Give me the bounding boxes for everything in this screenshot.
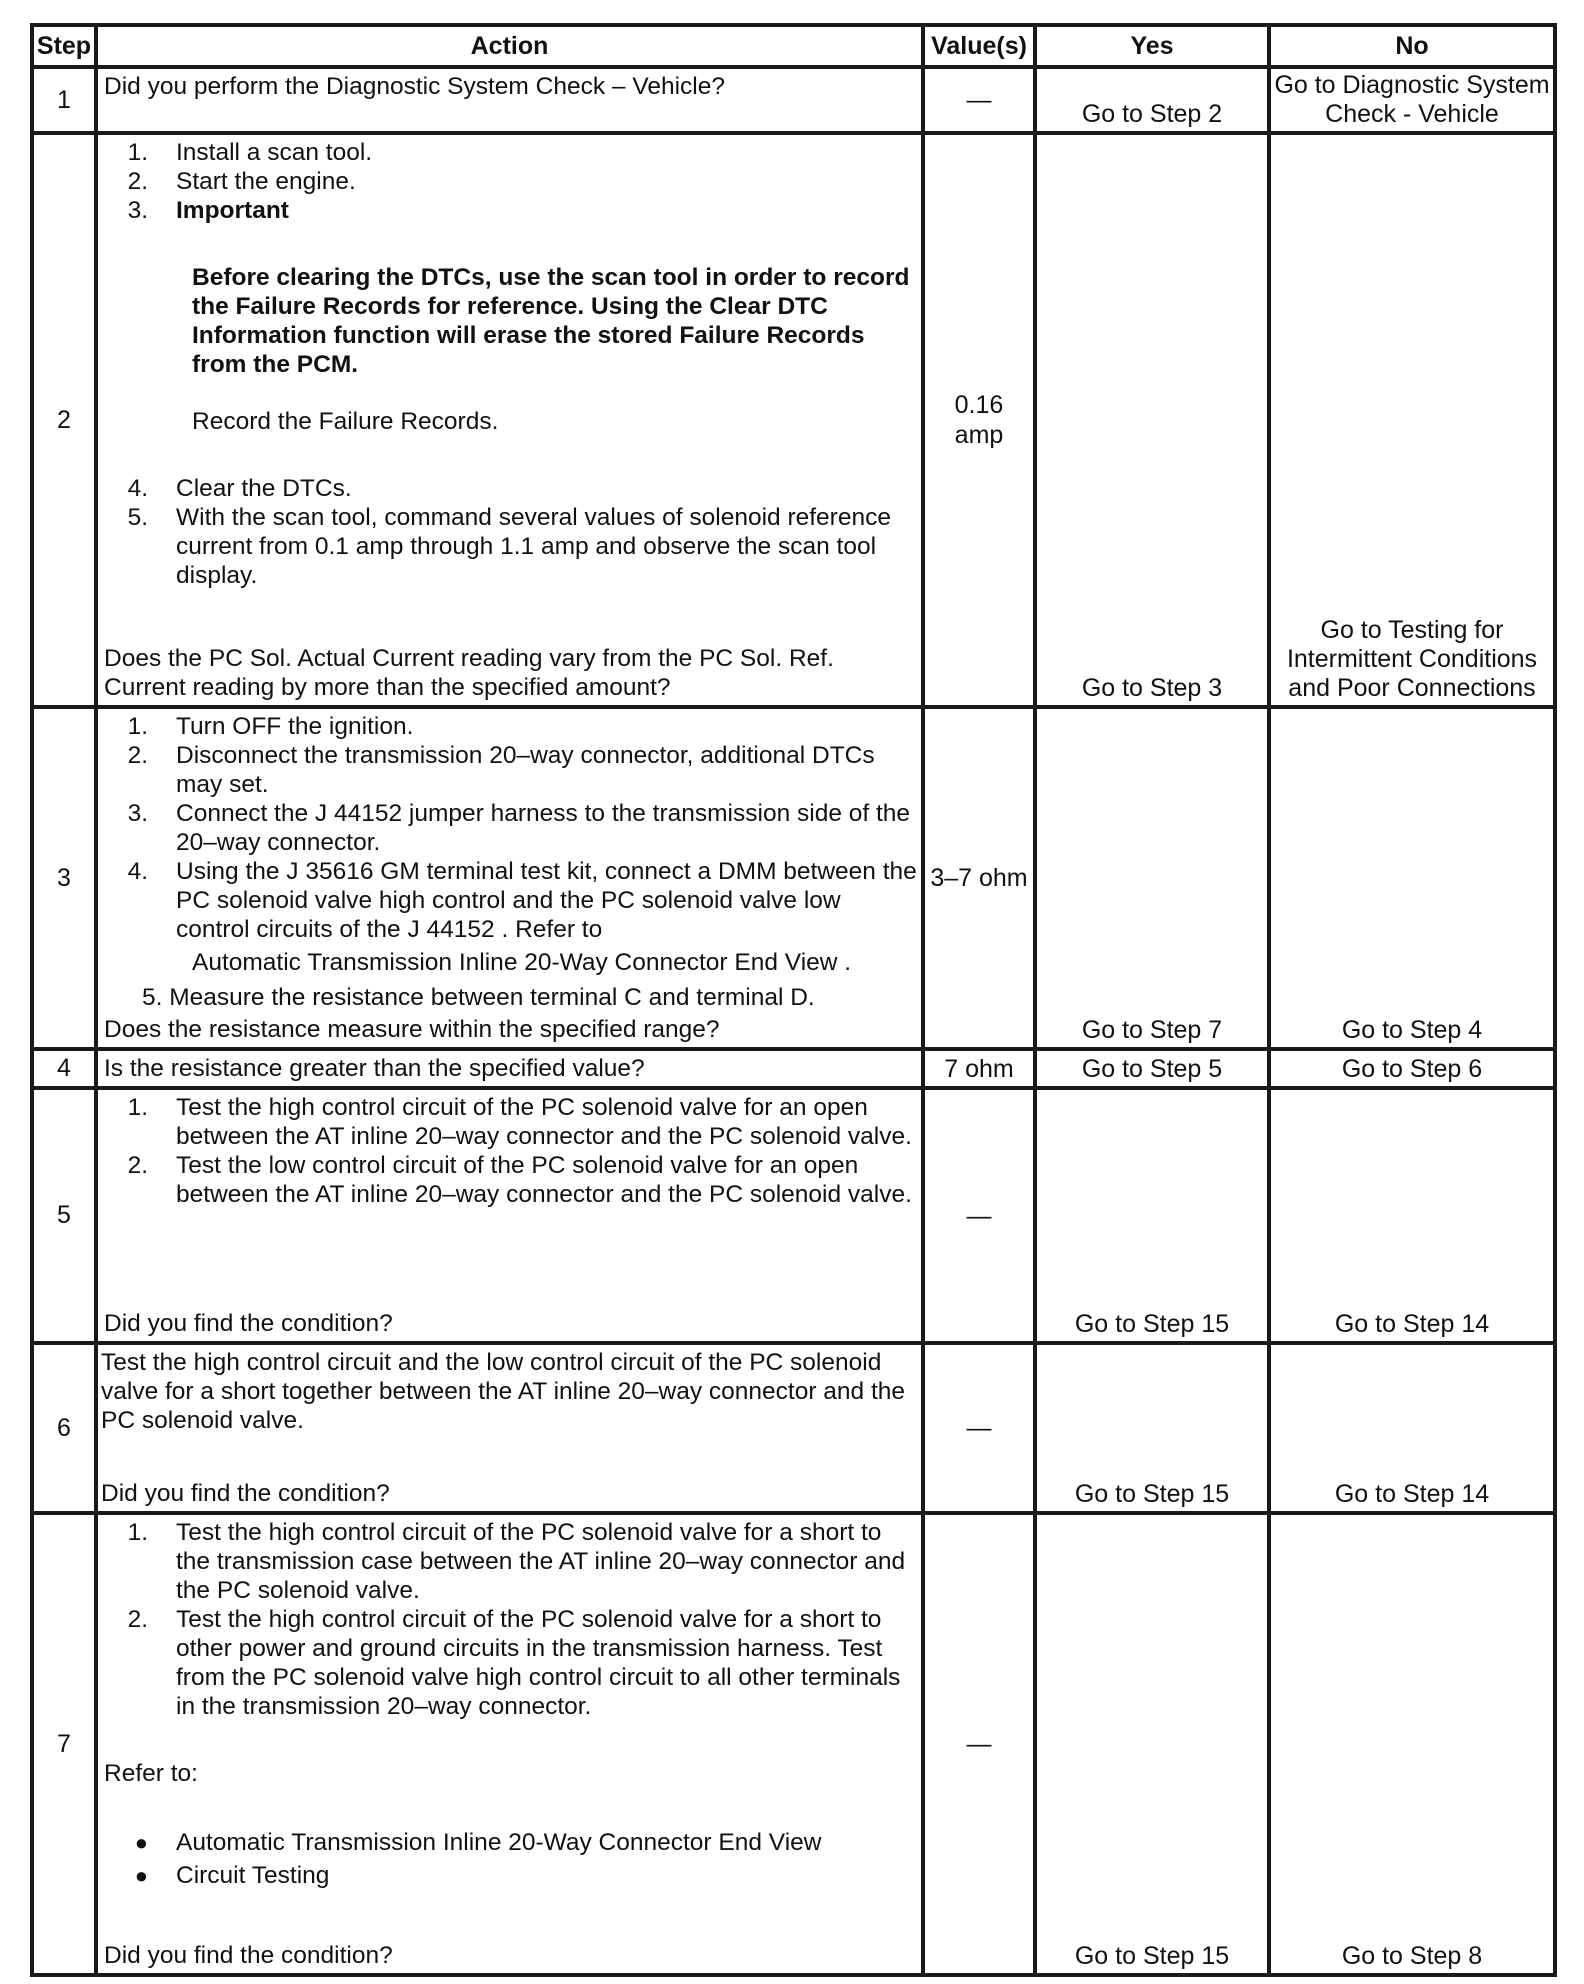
no-cell: Go to Step 14	[1269, 1088, 1555, 1343]
list-item	[104, 1861, 917, 1890]
yes-cell: Go to Step 15	[1035, 1513, 1269, 1975]
refer-line: Automatic Transmission Inline 20-Way Connector End View .	[192, 949, 852, 976]
no-cell: Go to Testing for Intermittent Conditions and Poor Connections	[1269, 133, 1555, 707]
diagnostic-table	[30, 23, 1557, 1977]
link-connector-end-view[interactable]: Automatic Transmission Inline 20-Way Connector End View	[176, 1829, 822, 1856]
list-item: 1. Test the high control circuit of the PC solenoid valve for a short to the transmission case between the AT inline 20–way connector and the PC solenoid valve.	[127, 1519, 906, 1604]
important-heading: Important	[176, 197, 289, 224]
action-body: Test the high control circuit and the low control circuit of the PC solenoid valve for a short together between the AT inline 20–way connector and the PC solenoid valve.	[101, 1349, 906, 1434]
action-block	[104, 712, 917, 1044]
action-cell	[96, 707, 923, 1049]
list-item: 1. Test the high control circuit of the PC solenoid valve for an open between the AT inline 20–way connector and the PC solenoid valve.	[127, 1094, 912, 1150]
action-cell	[96, 1049, 923, 1088]
table-row	[32, 1049, 1555, 1088]
yes-cell: Go to Step 7	[1035, 707, 1269, 1049]
no-cell: Go to Diagnostic System Check - Vehicle	[1269, 67, 1555, 133]
refer-to-label: Refer to:	[104, 1760, 198, 1787]
record-instruction: Record the Failure Records.	[192, 408, 499, 435]
header-values: Value(s)	[923, 25, 1035, 67]
action-cell	[96, 1513, 923, 1975]
table-row	[32, 1088, 1555, 1343]
header-no: No	[1269, 25, 1555, 67]
list-item: 2. Test the low control circuit of the PC solenoid valve for an open between the AT inline 20–way connector and the PC solenoid valve.	[127, 1152, 912, 1208]
list-item: 2. Test the high control circuit of the PC solenoid valve for a short to other power and ground circuits in the transmission harness. Test from the PC solenoid valve high control circuit to all other terminals in the transmission 20–way connector.	[127, 1606, 901, 1720]
table-row	[32, 133, 1555, 707]
step-number: 3	[32, 707, 96, 1049]
header-yes: Yes	[1035, 25, 1269, 67]
link-circuit-testing[interactable]: Circuit Testing	[176, 1862, 330, 1889]
yes-cell: Go to Step 15	[1035, 1088, 1269, 1343]
action-question: Does the PC Sol. Actual Current reading vary from the PC Sol. Ref. Current reading by more than the specified amount?	[104, 645, 834, 701]
action-question: Is the resistance greater than the specified value?	[104, 1055, 645, 1082]
action-cell	[96, 1343, 923, 1513]
bullet-icon: ●	[134, 1863, 148, 1888]
list-item: 2. Start the engine.	[127, 168, 356, 195]
value-cell: —	[923, 1513, 1035, 1975]
action-cell	[96, 67, 923, 133]
step-number: 2	[32, 133, 96, 707]
bullet-list	[104, 1828, 917, 1890]
bullet-icon: ●	[134, 1830, 148, 1855]
action-question: Did you find the condition?	[104, 1942, 393, 1969]
important-note: Before clearing the DTCs, use the scan tool in order to record the Failure Records for reference. Using the Clear DTC Information function will erase the stored Failure Records from the PCM.	[192, 264, 910, 378]
table-row	[32, 707, 1555, 1049]
action-block	[104, 1518, 917, 1970]
list-item: 3. Important	[104, 196, 917, 225]
step-number: 4	[32, 1049, 96, 1088]
table-row	[32, 67, 1555, 133]
action-question: Did you find the condition?	[104, 1310, 393, 1337]
value-cell: —	[923, 1088, 1035, 1343]
header-row	[32, 25, 1555, 67]
list-item: 1. Install a scan tool.	[127, 139, 373, 166]
no-cell: Go to Step 4	[1269, 707, 1555, 1049]
step-number: 6	[32, 1343, 96, 1513]
step-number: 1	[32, 67, 96, 133]
action-block	[104, 1093, 917, 1338]
step-number: 7	[32, 1513, 96, 1975]
list-item: 2. Disconnect the transmission 20–way connector, additional DTCs may set.	[127, 742, 875, 798]
step-number: 5	[32, 1088, 96, 1343]
table-row	[32, 1343, 1555, 1513]
yes-cell: Go to Step 2	[1035, 67, 1269, 133]
action-block	[101, 1348, 917, 1508]
no-cell: Go to Step 8	[1269, 1513, 1555, 1975]
table-row	[32, 1513, 1555, 1975]
list-item: 1. Turn OFF the ignition.	[127, 713, 414, 740]
list-item	[104, 1828, 917, 1857]
action-question: Did you perform the Diagnostic System Check – Vehicle?	[104, 73, 725, 100]
yes-cell: Go to Step 5	[1035, 1049, 1269, 1088]
action-question: Does the resistance measure within the specified range?	[104, 1016, 720, 1043]
value-cell: 0.16 amp	[923, 133, 1035, 707]
action-question: Did you find the condition?	[101, 1480, 390, 1507]
value-cell: —	[923, 1343, 1035, 1513]
action-cell	[96, 133, 923, 707]
no-cell: Go to Step 14	[1269, 1343, 1555, 1513]
value-cell: —	[923, 67, 1035, 133]
value-cell: 7 ohm	[923, 1049, 1035, 1088]
header-step: Step	[32, 25, 96, 67]
action-cell	[96, 1088, 923, 1343]
list-item: 3. Connect the J 44152 jumper harness to the transmission side of the 20–way connector.	[127, 800, 911, 856]
list-item: 4. Using the J 35616 GM terminal test kit, connect a DMM between the PC solenoid valve high control and the PC solenoid valve low control circuits of the J 44152 . Refer to	[127, 858, 917, 943]
header-action: Action	[96, 25, 923, 67]
value-cell: 3–7 ohm	[923, 707, 1035, 1049]
list-item: 5. Measure the resistance between terminal C and terminal D.	[142, 984, 815, 1011]
yes-cell: Go to Step 15	[1035, 1343, 1269, 1513]
no-cell: Go to Step 6	[1269, 1049, 1555, 1088]
yes-cell: Go to Step 3	[1035, 133, 1269, 707]
action-block	[104, 138, 917, 702]
list-item: 4. Clear the DTCs.	[127, 475, 352, 502]
list-item: 5. With the scan tool, command several values of solenoid reference current from 0.1 amp through 1.1 amp and observe the scan tool display.	[127, 504, 891, 589]
